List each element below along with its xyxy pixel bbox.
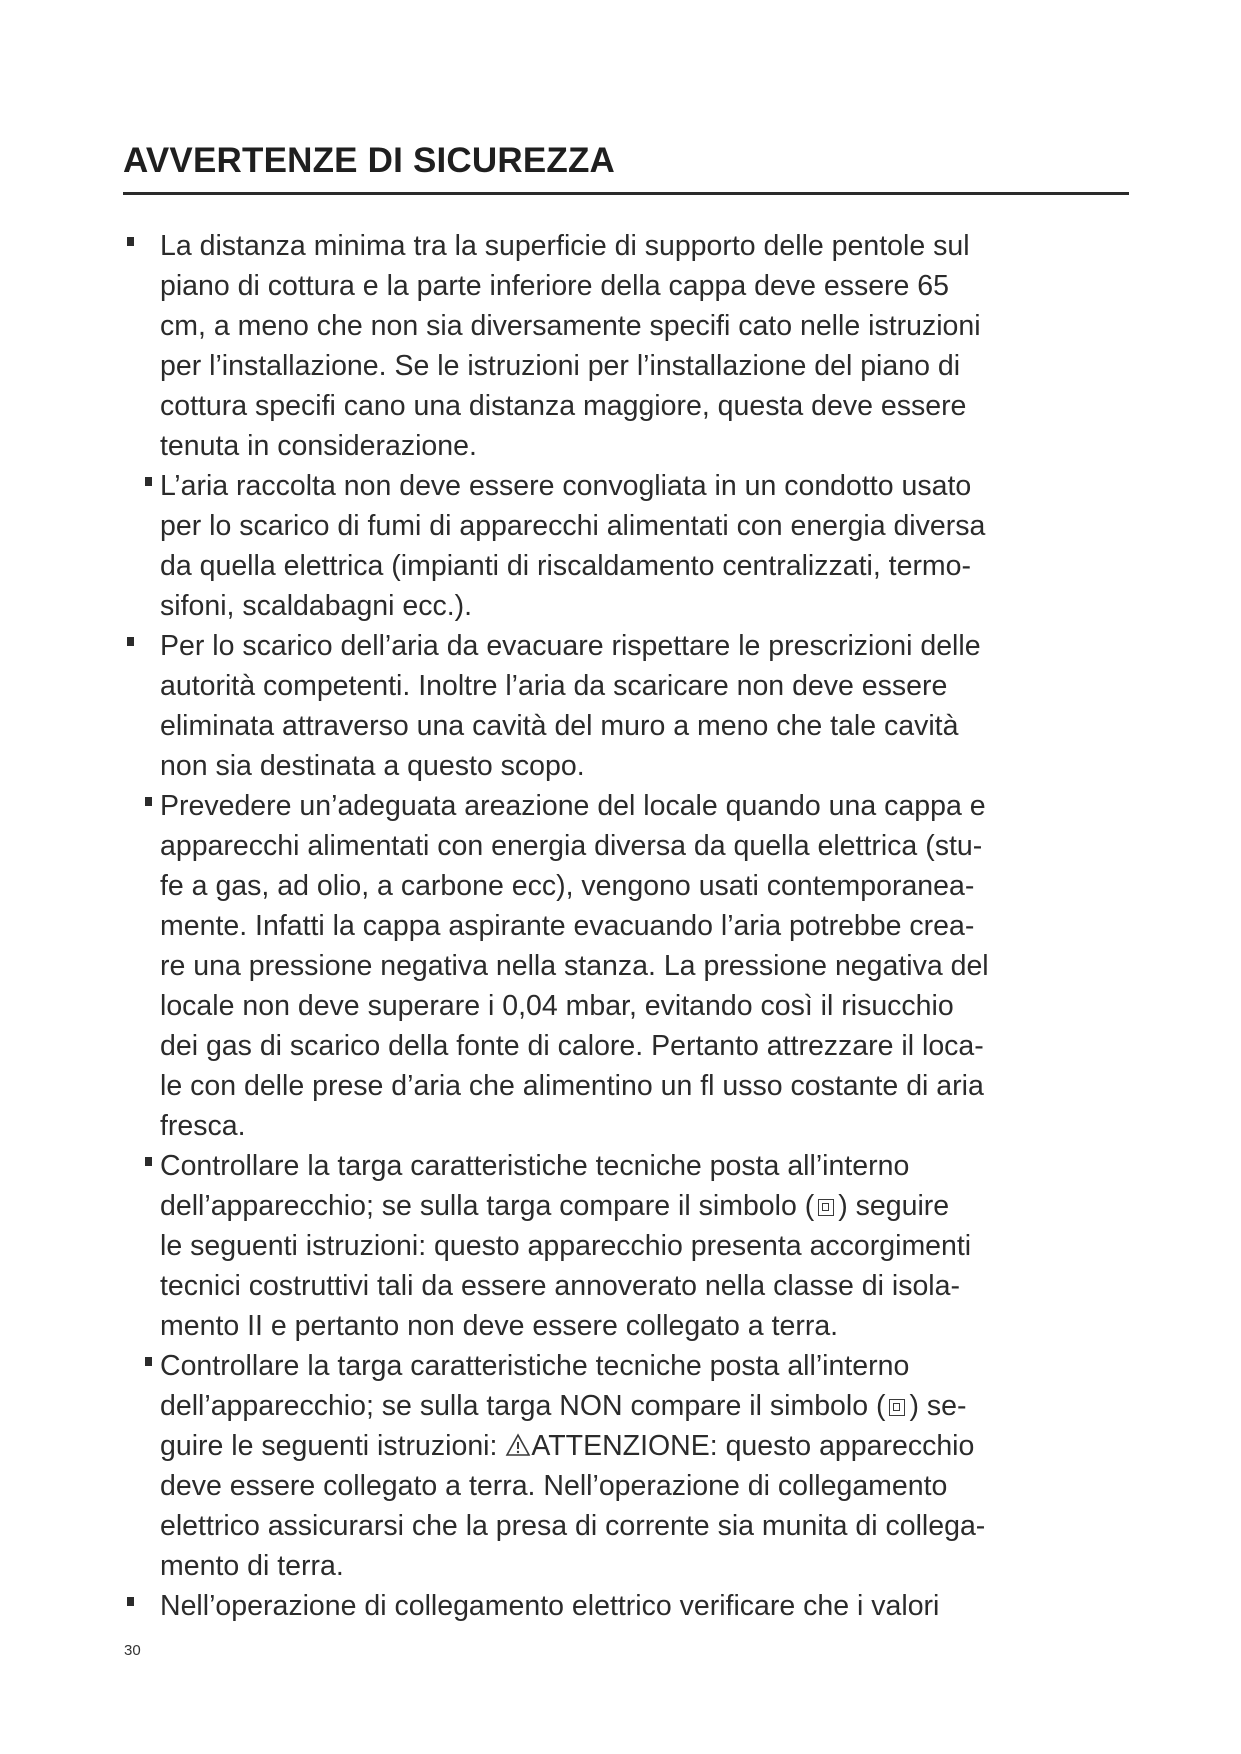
text-line: le seguenti istruzioni: questo apparecchio presenta accorgimenti	[160, 1230, 972, 1262]
text-line: cottura specifi cano una distanza maggiore, questa deve essere	[160, 390, 967, 422]
double-insulation-icon	[889, 1399, 905, 1416]
double-insulation-icon	[818, 1199, 834, 1216]
text-line: per l’installazione. Se le istruzioni per l’installazione del piano di	[160, 350, 961, 382]
safety-warnings-list	[123, 226, 1163, 1626]
text-line: cm, a meno che non sia diversamente specifi cato nelle istruzioni	[160, 310, 981, 342]
text-fragment: ) seguire	[838, 1190, 950, 1222]
text-line: sifoni, scaldabagni ecc.).	[160, 590, 473, 622]
text-fragment: ) se-	[909, 1390, 967, 1422]
text-line: le con delle prese d’aria che alimentino un fl usso costante di aria	[160, 1070, 984, 1102]
text-line: eliminata attraverso una cavità del muro a meno che tale cavità	[160, 710, 959, 742]
title-divider	[123, 192, 1129, 195]
text-line: non sia destinata a questo scopo.	[160, 750, 585, 782]
bullet-icon	[127, 1597, 134, 1606]
bullet-icon	[127, 637, 134, 646]
text-line: locale non deve superare i 0,04 mbar, evitando così il risucchio	[160, 990, 954, 1022]
list-item	[123, 466, 1163, 626]
text-line: mento II e pertanto non deve essere collegato a terra.	[160, 1310, 839, 1342]
text-line: da quella elettrica (impianti di riscaldamento centralizzati, termo-	[160, 550, 972, 582]
page-number: 30	[124, 1642, 141, 1659]
text-line: L’aria raccolta non deve essere convogliata in un condotto usato	[160, 470, 972, 502]
list-item	[123, 626, 1163, 786]
text-line: fresca.	[160, 1110, 246, 1142]
bullet-icon	[145, 477, 152, 486]
list-item	[123, 226, 1163, 466]
page-title: AVVERTENZE DI SICUREZZA	[123, 141, 616, 180]
list-item	[123, 1346, 1163, 1586]
text-line: Per lo scarico dell’aria da evacuare rispettare le prescrizioni delle	[160, 630, 981, 662]
text-line	[160, 1386, 1163, 1426]
text-line: mento di terra.	[160, 1550, 344, 1582]
text-line	[160, 1186, 1163, 1226]
text-line: deve essere collegato a terra. Nell’operazione di collegamento	[160, 1470, 948, 1502]
text-line: dei gas di scarico della fonte di calore. Pertanto attrezzare il loca-	[160, 1030, 984, 1062]
text-line	[160, 1426, 1163, 1466]
bullet-icon	[145, 1357, 152, 1366]
text-line: mente. Infatti la cappa aspirante evacuando l’aria potrebbe crea-	[160, 910, 975, 942]
list-item	[123, 1146, 1163, 1346]
text-line: apparecchi alimentati con energia diversa da quella elettrica (stu-	[160, 830, 983, 862]
text-line: Controllare la targa caratteristiche tecniche posta all’interno	[160, 1350, 910, 1382]
warning-triangle-icon	[505, 1433, 531, 1457]
text-line: elettrico assicurarsi che la presa di corrente sia munita di collega-	[160, 1510, 986, 1542]
list-item	[123, 786, 1163, 1146]
text-line: tecnici costruttivi tali da essere annoverato nella classe di isola-	[160, 1270, 960, 1302]
text-line: piano di cottura e la parte inferiore della cappa deve essere 65	[160, 270, 950, 302]
text-line: Controllare la targa caratteristiche tecniche posta all’interno	[160, 1150, 910, 1182]
text-line: Prevedere un’adeguata areazione del locale quando una cappa e	[160, 790, 986, 822]
bullet-icon	[145, 797, 152, 806]
text-line: autorità competenti. Inoltre l’aria da scaricare non deve essere	[160, 670, 948, 702]
text-line: La distanza minima tra la superficie di supporto delle pentole sul	[160, 230, 970, 262]
bullet-icon	[127, 237, 134, 246]
text-fragment: guire le seguenti istruzioni:	[160, 1430, 506, 1462]
bullet-icon	[145, 1157, 152, 1166]
text-fragment: ATTENZIONE: questo apparecchio	[531, 1430, 975, 1462]
text-line: fe a gas, ad olio, a carbone ecc), vengono usati contemporanea-	[160, 870, 975, 902]
text-fragment: dell’apparecchio; se sulla targa compare il simbolo (	[160, 1190, 815, 1222]
list-item	[123, 1586, 1163, 1626]
text-line: re una pressione negativa nella stanza. La pressione negativa del	[160, 950, 989, 982]
text-line: tenuta in considerazione.	[160, 430, 477, 462]
text-line: per lo scarico di fumi di apparecchi alimentati con energia diversa	[160, 510, 986, 542]
text-fragment: dell’apparecchio; se sulla targa NON compare il simbolo (	[160, 1390, 886, 1422]
text-line: Nell’operazione di collegamento elettrico verificare che i valori	[160, 1590, 940, 1622]
